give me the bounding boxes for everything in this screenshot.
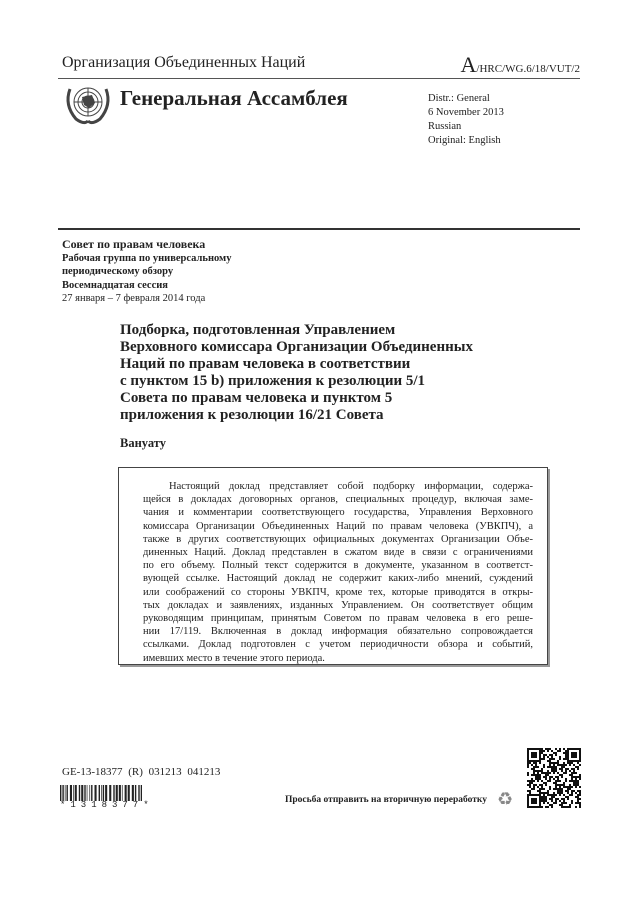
summary-line: щейся в докладах договорных органов, специальных процедур, включая заме- <box>143 494 533 506</box>
barcode-bar <box>87 785 88 801</box>
barcode-bar <box>128 785 130 801</box>
barcode-bar <box>91 785 92 801</box>
barcode-number: *1318377* <box>60 800 154 810</box>
summary-line: комиссара Организации Объединенных Наций по правам человека (УВКПЧ), а <box>143 520 533 532</box>
general-assembly-title: Генеральная Ассамблея <box>120 86 348 110</box>
barcode-bar <box>113 785 114 801</box>
header-divider <box>58 78 580 79</box>
symbol-prefix: A <box>460 52 477 77</box>
council-block <box>62 238 231 306</box>
barcode-bar <box>103 785 104 801</box>
barcode-icon <box>60 785 142 801</box>
barcode-bar <box>65 785 66 801</box>
distr-original: Original: English <box>428 135 501 146</box>
barcode-bar <box>119 785 121 801</box>
barcode-bar <box>101 785 102 801</box>
barcode-bar <box>67 785 68 801</box>
barcode-bar <box>105 785 107 801</box>
barcode-bar <box>73 785 74 801</box>
barcode-bar <box>81 785 83 801</box>
barcode-bar <box>125 785 127 801</box>
session: Восемнадцатая сессия <box>62 279 168 291</box>
recycle-notice: Просьба отправить на вторичную переработку <box>285 795 487 805</box>
summary-line: вующей ссылке. Настоящий доклад не содержит каких-либо мнений, суждений <box>143 573 533 585</box>
barcode-bar <box>62 785 63 801</box>
symbol-code: /HRC/WG.6/18/VUT/2 <box>476 63 580 75</box>
distr-language: Russian <box>428 121 462 132</box>
summary-line: руководящим принципам, принятым Советом по правам человека в его реше- <box>143 613 533 625</box>
un-emblem-icon <box>62 81 114 127</box>
summary-line: тых докладах и заявлениях, изданных Управлением. Он соответствует общим <box>143 599 533 611</box>
barcode-bar <box>75 785 77 801</box>
country-name: Вануату <box>120 436 167 450</box>
summary-line: имевших место в течение этого периода. <box>143 652 325 664</box>
title-line: Наций по правам человека в соответствии <box>120 356 411 372</box>
qr-code-icon <box>527 748 581 808</box>
summary-box <box>118 467 548 665</box>
title-line: Подборка, подготовленная Управлением <box>120 322 396 338</box>
summary-text <box>143 480 533 665</box>
session-dates: 27 января – 7 февраля 2014 года <box>62 293 206 304</box>
summary-line: чания и комментарии соответствующего государства, Управления Верховного <box>143 507 533 519</box>
barcode-bar <box>141 785 142 801</box>
barcode-bar <box>135 785 136 801</box>
distr-date: 6 November 2013 <box>428 107 504 118</box>
barcode-bar <box>132 785 134 801</box>
distribution-block <box>428 92 504 148</box>
council-name: Совет по правам человека <box>62 237 206 251</box>
barcode-bar <box>109 785 111 801</box>
working-group: Рабочая группа по универсальному <box>62 252 232 264</box>
document-symbol <box>461 52 580 78</box>
recycle-icon: ♻ <box>497 789 514 809</box>
summary-line: также в других соответствующих официальных документах Организации Объе- <box>143 533 533 545</box>
working-group-2: периодическому обзору <box>62 266 174 277</box>
summary-line: или соображений со стороны УВКПЧ, кроме тех, которые приводятся в откры- <box>143 586 533 598</box>
barcode-bar <box>99 785 100 801</box>
summary-line: по его объему. Полный текст содержится в документе, указанном в соответст- <box>143 560 533 572</box>
barcode-bar <box>84 785 85 801</box>
barcode-bar <box>79 785 80 801</box>
barcode-bar <box>122 785 123 801</box>
barcode-bar <box>60 785 61 801</box>
barcode-bar <box>138 785 139 801</box>
job-code: GE-13-18377 (R) 031213 041213 <box>62 766 221 778</box>
barcode-bar <box>70 785 72 801</box>
distr-line: Distr.: General <box>428 93 490 104</box>
barcode-bar <box>95 785 97 801</box>
section-divider <box>58 228 580 230</box>
summary-line: Настоящий доклад представляет собой подборку информации, содержа- <box>169 481 533 492</box>
title-line: с пунктом 15 b) приложения к резолюции 5/1 <box>120 373 426 389</box>
organization-name: Организация Объединенных Наций <box>62 54 306 71</box>
summary-line: нии 17/119. Включенная в доклад информация обязательно сопровождается <box>143 626 533 638</box>
barcode-bar <box>116 785 118 801</box>
title-line: приложения к резолюции 16/21 Совета <box>120 407 384 423</box>
barcode-bar <box>89 785 90 801</box>
summary-line: ссылками. Доклад подготовлен с учетом периодичности обзора и событий, <box>143 639 533 651</box>
title-line: Совета по правам человека и пунктом 5 <box>120 390 393 406</box>
title-line: Верховного комиссара Организации Объединенных <box>120 339 473 355</box>
summary-line: диненных Наций. Доклад представлен в сжатом виде в связи с ограничениями <box>143 547 533 559</box>
document-title <box>120 322 540 424</box>
